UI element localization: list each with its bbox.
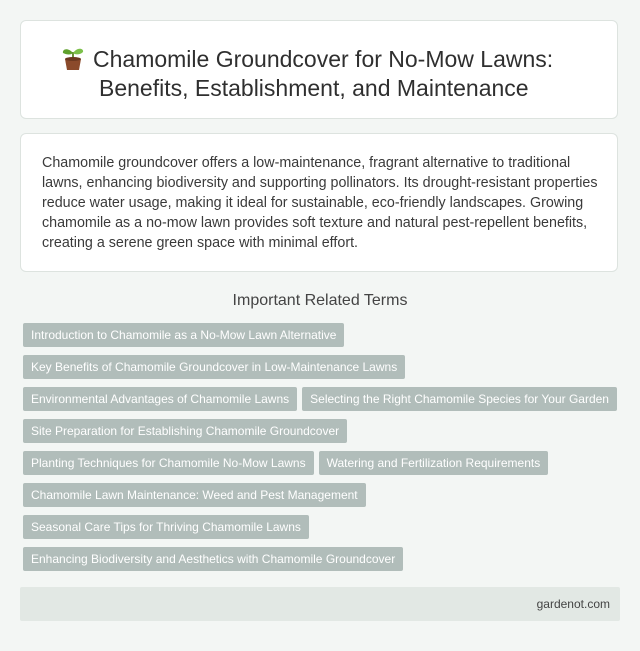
- chip-row: [23, 451, 623, 483]
- page-title: [59, 45, 599, 103]
- related-term-chip[interactable]: Seasonal Care Tips for Thriving Chamomile Lawns: [23, 515, 309, 539]
- footer-site-link[interactable]: gardenot.com: [536, 597, 610, 611]
- related-term-chip[interactable]: Planting Techniques for Chamomile No-Mow Lawns: [23, 451, 314, 475]
- related-term-chip[interactable]: Chamomile Lawn Maintenance: Weed and Pest Management: [23, 483, 366, 507]
- related-terms-list: [23, 323, 623, 579]
- title-line-2: Benefits, Establishment, and Maintenance: [99, 75, 529, 101]
- related-term-chip[interactable]: Watering and Fertilization Requirements: [319, 451, 549, 475]
- title-line-1: Chamomile Groundcover for No-Mow Lawns:: [93, 46, 554, 72]
- footer: [20, 587, 620, 621]
- intro-paragraph: Chamomile groundcover offers a low-maintenance, fragrant alternative to traditional lawns, enhancing biodiversity and supporting pollinators. Its drought-resistant properties reduce water usage, making it ideal for sustainable, eco-friendly landscapes. Growing chamomile as a no-mow lawn provides soft texture and natural pest-repellent benefits, creating a serene green space with minimal effort.: [42, 155, 598, 251]
- chip-row: [23, 483, 623, 515]
- related-term-chip[interactable]: Introduction to Chamomile as a No-Mow Lawn Alternative: [23, 323, 344, 347]
- related-term-chip[interactable]: Enhancing Biodiversity and Aesthetics with Chamomile Groundcover: [23, 547, 403, 571]
- related-term-chip[interactable]: Selecting the Right Chamomile Species for Your Garden: [302, 387, 617, 411]
- chip-row: [23, 323, 623, 355]
- seedling-icon: [59, 45, 87, 71]
- title-card: [20, 20, 618, 119]
- chip-row: [23, 515, 623, 547]
- chip-row: [23, 355, 623, 387]
- chip-row: [23, 547, 623, 579]
- chip-row: [23, 419, 623, 451]
- related-term-chip[interactable]: Site Preparation for Establishing Chamomile Groundcover: [23, 419, 347, 443]
- chip-row: [23, 387, 623, 419]
- intro-card: [20, 133, 618, 272]
- related-term-chip[interactable]: Environmental Advantages of Chamomile Lawns: [23, 387, 297, 411]
- related-terms-heading: Important Related Terms: [232, 292, 408, 309]
- related-term-chip[interactable]: Key Benefits of Chamomile Groundcover in Low-Maintenance Lawns: [23, 355, 405, 379]
